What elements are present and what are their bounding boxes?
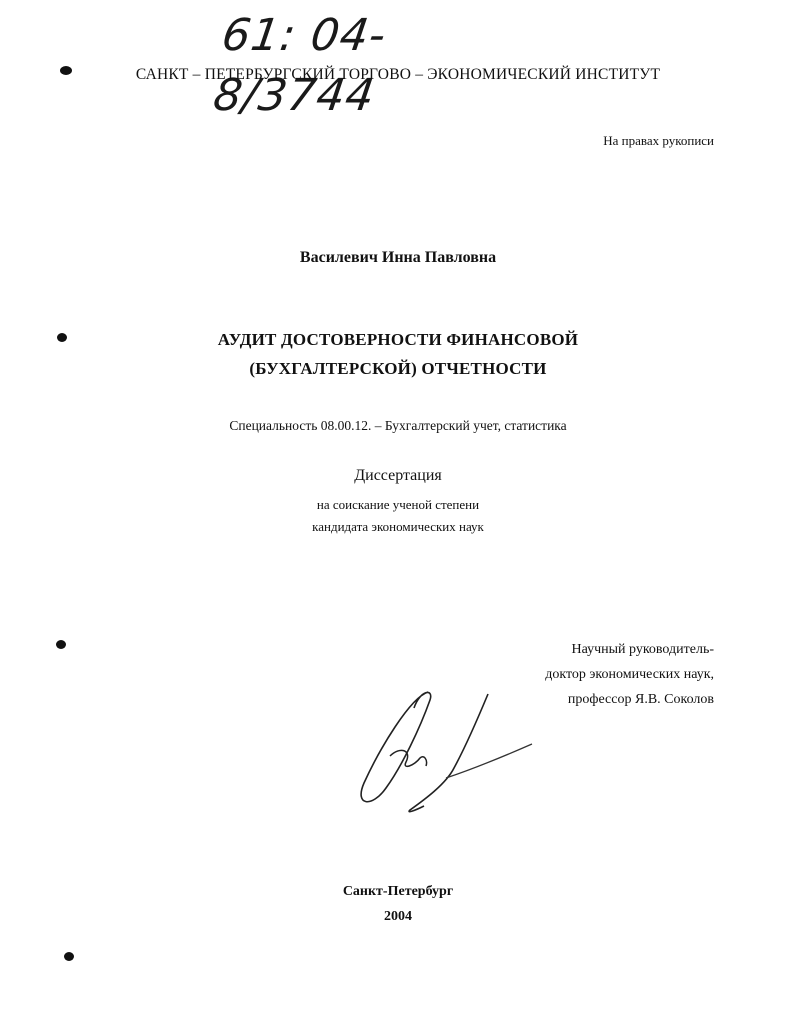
punch-hole-mark <box>60 66 72 75</box>
degree-line-2: кандидата экономических наук <box>312 519 484 534</box>
author-name: Василевич Инна Павловна <box>299 249 497 266</box>
supervisor-signature <box>350 688 550 818</box>
supervisor-line-1: Научный руководитель- <box>571 642 714 657</box>
supervisor-line-3: профессор Я.В. Соколов <box>567 692 714 707</box>
year: 2004 <box>384 909 412 924</box>
punch-hole-mark <box>64 952 74 961</box>
manuscript-rights-note: На правах рукописи <box>603 133 714 148</box>
punch-hole-mark <box>56 640 66 649</box>
document-type: Диссертация <box>354 467 442 484</box>
thesis-title-line-2: (БУХГАЛТЕРСКОЙ) ОТЧЕТНОСТИ <box>249 359 547 378</box>
institute-name: САНКТ – ПЕТЕРБУРГСКИЙ ТОРГОВО – ЭКОНОМИЧЕСКИЙ ИНСТИТУТ <box>135 66 661 83</box>
degree-line-1: на соискание ученой степени <box>316 497 480 512</box>
archive-code-handwritten: 61: 04-8/3744 <box>210 10 390 121</box>
specialty-line: Специальность 08.00.12. – Бухгалтерский учет, статистика <box>229 418 567 433</box>
supervisor-line-2: доктор экономических наук, <box>545 667 714 682</box>
thesis-title-line-1: АУДИТ ДОСТОВЕРНОСТИ ФИНАНСОВОЙ <box>217 330 579 349</box>
punch-hole-mark <box>57 333 67 342</box>
city: Санкт-Петербург <box>342 884 454 899</box>
